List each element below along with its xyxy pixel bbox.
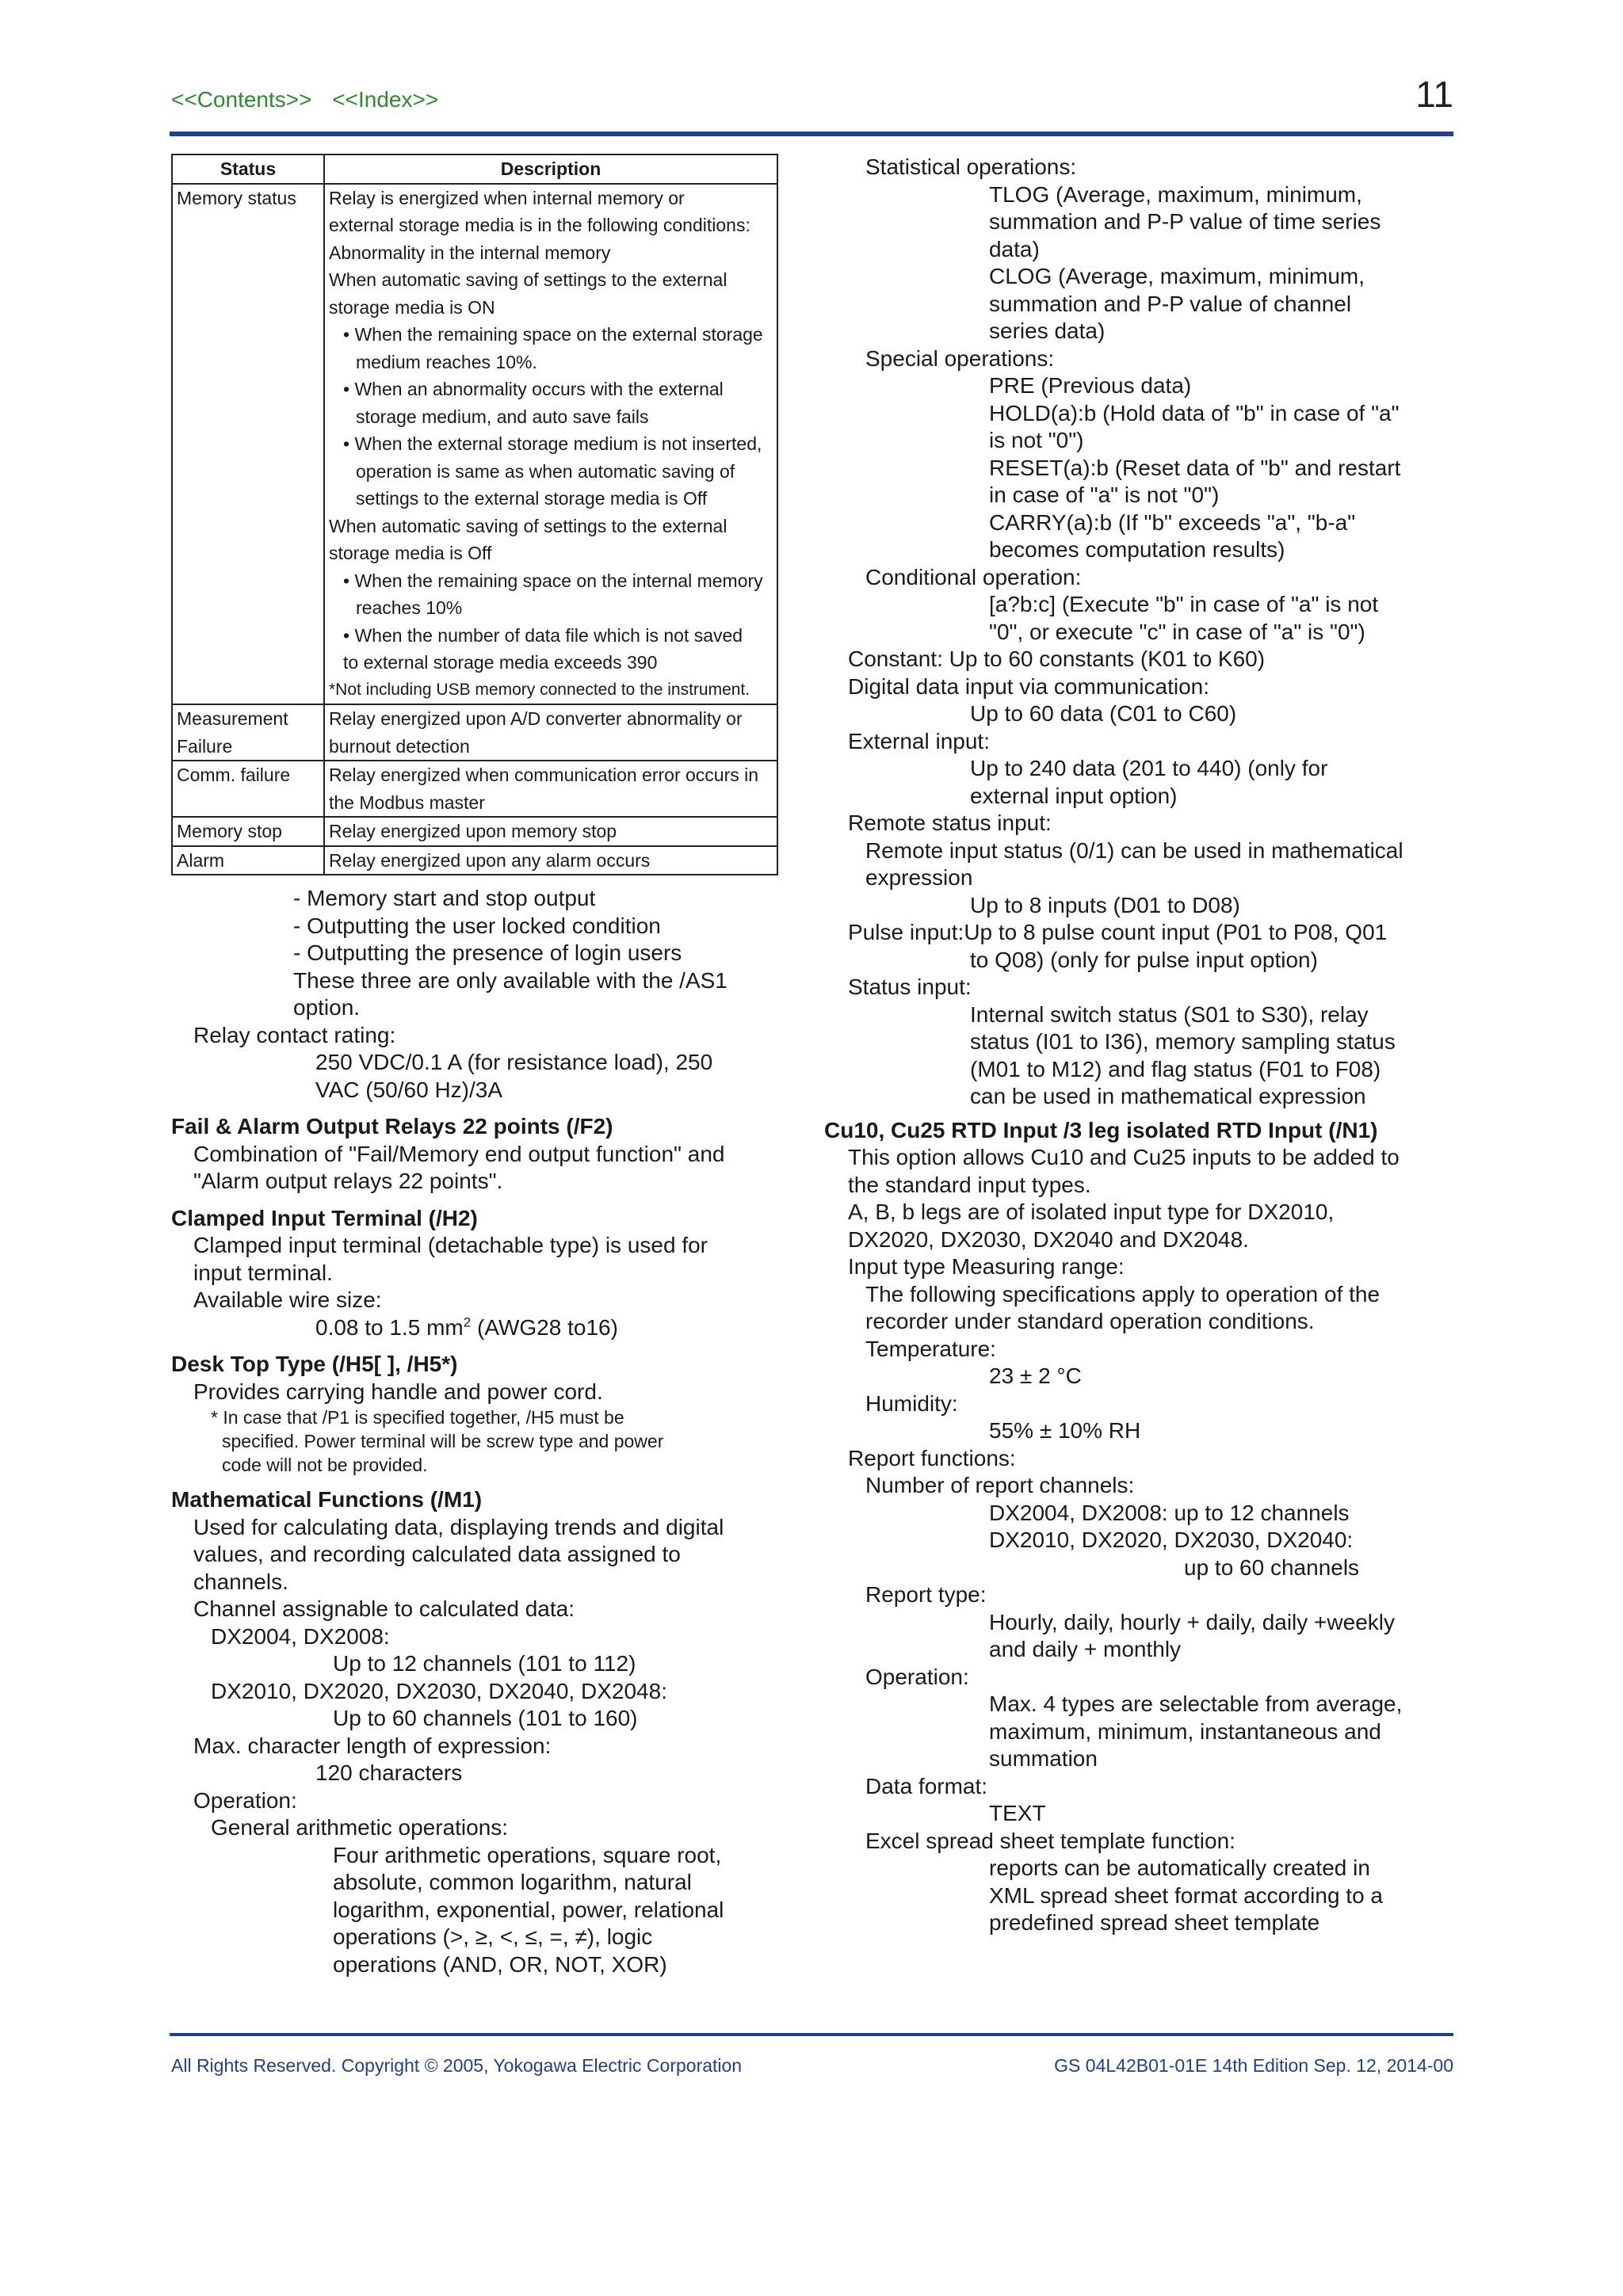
line-text: Available wire size: [193,1287,382,1312]
text-line [171,1569,781,1596]
line-text: is not "0") [989,428,1084,452]
text-line [848,1773,1458,1801]
line-text: DX2010, DX2020, DX2030, DX2040: [989,1527,1354,1552]
description-line: burnout detection [329,735,470,757]
text-line [848,1199,1458,1226]
text-line [848,1609,1458,1637]
section-heading [171,1113,781,1141]
line-text: - Outputting the user locked condition [293,913,661,938]
line-text: General arithmetic operations: [211,1815,509,1840]
description-line: operation is same as when automatic saving of [356,460,735,482]
text-line [848,1336,1458,1363]
text-line [848,1664,1458,1691]
description-line: external storage media is in the following conditions: [329,215,750,235]
line-text: 250 VDC/0.1 A (for resistance load), 250 [315,1050,713,1074]
line-text: Pulse input:Up to 8 pulse count input (P01 to P08, Q01 [848,920,1388,944]
line-text: Fail & Alarm Output Relays 22 points (/F2) [171,1114,613,1138]
line-text: Desk Top Type (/H5[ ], /H5*) [171,1352,458,1376]
line-text: Conditional operation: [865,564,1082,589]
text-line [848,1472,1458,1500]
text-line [848,755,1458,783]
line-text: Used for calculating data, displaying trends and digital [193,1514,724,1539]
description-cell [324,761,777,817]
description-line: Relay energized when communication error occurs in [329,765,759,785]
description-line: • When the remaining space on the external storage [343,324,763,345]
line-text: Provides carrying handle and power cord. [193,1379,603,1404]
text-line [171,1951,781,1979]
line-text: * In case that /P1 is specified together, /H5 must be [211,1407,624,1428]
status-table [171,154,778,875]
line-text: Up to 8 inputs (D01 to D08) [970,892,1240,917]
table-row [172,846,777,875]
line-text: [a?b:c] (Execute "b" in case of "a" is not [989,592,1379,616]
line-text: Data format: [865,1773,988,1798]
line-text: option. [293,995,361,1020]
line-text: external input option) [970,783,1178,808]
text-line [848,208,1458,236]
text-line [171,1287,781,1314]
line-text: Up to 60 data (C01 to C60) [970,701,1237,726]
text-line [848,1417,1458,1445]
description-line: When automatic saving of settings to the external [329,515,727,536]
text-line [171,1260,781,1287]
text-line [848,1718,1458,1746]
description-line: Abnormality in the internal memory [329,242,611,263]
description-line: • When the remaining space on the internal memory [343,570,763,591]
text-line [848,1281,1458,1309]
status-text: Measurement [177,708,288,729]
line-text: External input: [848,728,990,753]
description-line: *Not including USB memory connected to the instrument. [329,680,750,699]
line-text: Excel spread sheet template function: [865,1828,1235,1853]
line-text: XML spread sheet format according to a [989,1882,1383,1908]
line-text: expression [865,865,973,890]
line-text: Status input: [848,974,972,999]
description-cell [324,704,777,761]
text-line [848,1056,1458,1084]
text-line [848,810,1458,837]
line-text: Four arithmetic operations, square root, [333,1842,722,1867]
text-line [171,1760,781,1787]
text-line [171,1429,781,1453]
text-line [171,1787,781,1815]
table-row [172,704,777,761]
text-line [848,1172,1458,1199]
line-text: series data) [989,318,1106,343]
text-line [848,1828,1458,1855]
text-line [848,1253,1458,1281]
text-line [848,455,1458,482]
description-line: the Modbus master [329,791,485,813]
line-text: Relay contact rating: [193,1022,396,1047]
text-line [848,482,1458,509]
line-text: 120 characters [315,1760,463,1785]
line-text: specified. Power terminal will be screw type and power [222,1431,664,1451]
line-text: Statistical operations: [865,154,1077,179]
text-line [848,619,1458,646]
text-line [171,1733,781,1760]
line-text: Report type: [865,1582,987,1607]
text-line [848,564,1458,592]
text-line [171,1453,781,1477]
line-text: - Memory start and stop output [293,886,596,910]
line-text: Up to 240 data (201 to 440) (only for [970,756,1328,780]
status-cell [172,817,324,846]
text-line [171,1924,781,1951]
line-text: Special operations: [865,345,1055,371]
line-text: summation and P-P value of time series [989,209,1381,234]
text-line [848,1882,1458,1910]
line-text: Combination of "Fail/Memory end output function" and [193,1141,725,1166]
line-text: becomes computation results) [989,537,1285,562]
description-line: Relay energized upon memory stop [329,821,617,841]
line-text: "Alarm output relays 22 points". [193,1169,503,1193]
header-links [171,87,453,113]
text-line [171,1314,781,1342]
line-text: to Q08) (only for pulse input option) [970,947,1318,972]
line-text: absolute, common logarithm, natural [333,1870,692,1894]
line-text: Constant: Up to 60 constants (K01 to K60) [848,646,1266,671]
text-line [848,646,1458,673]
status-text: Alarm [177,849,225,871]
description-line: storage media is ON [329,296,495,318]
line-text: input terminal. [193,1260,333,1285]
text-line [848,919,1458,947]
line-text: RESET(a):b (Reset data of "b" and restart [989,455,1401,480]
footer-rule [170,2033,1453,2036]
text-line [848,345,1458,373]
text-line [848,837,1458,865]
line-text: VAC (50/60 Hz)/3A [315,1077,503,1102]
text-line [171,1596,781,1623]
text-line [848,1028,1458,1056]
text-line [848,1691,1458,1718]
section-heading [171,1351,781,1379]
text-line [848,536,1458,564]
text-line [171,1623,781,1651]
table-row [172,184,777,705]
line-text: maximum, minimum, instantaneous and [989,1718,1381,1744]
text-line [848,700,1458,728]
description-line: Relay is energized when internal memory or [329,187,685,208]
section-heading [171,1205,781,1233]
line-text: Up to 12 channels (101 to 112) [333,1651,636,1676]
line-text: DX2020, DX2030, DX2040 and DX2048. [848,1226,1249,1252]
text-line [171,1514,781,1542]
text-line [848,263,1458,291]
text-line [171,1077,781,1104]
line-text: operations (AND, OR, NOT, XOR) [333,1951,667,1977]
line-text: HOLD(a):b (Hold data of "b" in case of "a" [989,400,1400,425]
line-text-after: (AWG28 to16) [471,1314,618,1340]
table-row [172,817,777,846]
line-text: TEXT [989,1801,1046,1825]
text-line [171,994,781,1022]
text-line [848,1226,1458,1254]
line-text: Remote input status (0/1) can be used in mathematical [865,837,1403,863]
section-heading [824,1117,1458,1145]
index-link[interactable]: <<Index>> [332,87,439,112]
description-line: storage medium, and auto save fails [356,406,649,427]
line-text: summation and P-P value of channel [989,291,1352,316]
text-line [848,1909,1458,1937]
line-text: Channel assignable to calculated data: [193,1596,575,1621]
line-text: (M01 to M12) and flag status (F01 to F08) [970,1056,1381,1081]
text-line [848,509,1458,537]
text-line [171,913,781,940]
page-number: 11 [1415,74,1453,115]
text-line [171,1049,781,1077]
text-line [848,1083,1458,1111]
line-text: Digital data input via communication: [848,673,1210,699]
text-line [848,181,1458,209]
line-text: - Outputting the presence of login users [293,940,682,965]
line-text: Report functions: [848,1445,1016,1470]
text-line [171,1232,781,1260]
description-cell [324,184,777,705]
text-line [848,728,1458,756]
text-line [848,1500,1458,1527]
text-line [848,154,1458,181]
line-text: DX2004, DX2008: up to 12 channels [989,1500,1350,1525]
line-text: Mathematical Functions (/M1) [171,1487,483,1512]
text-line [848,1445,1458,1473]
line-text: "0", or execute "c" in case of "a" is "0") [989,619,1365,644]
line-text: and daily + monthly [989,1637,1182,1661]
text-line [848,974,1458,1001]
status-text: Memory stop [177,821,282,841]
line-text: DX2010, DX2020, DX2030, DX2040, DX2048: [211,1678,667,1703]
text-line [848,1636,1458,1664]
line-text: values, and recording calculated data assigned to [193,1542,681,1566]
line-text: Hourly, daily, hourly + daily, daily +weekly [989,1609,1395,1634]
line-text: Operation: [865,1664,969,1689]
line-text: logarithm, exponential, power, relational [333,1897,724,1922]
text-line [848,783,1458,810]
line-text: Cu10, Cu25 RTD Input /3 leg isolated RTD Input (/N1) [824,1117,1378,1142]
status-cell [172,704,324,761]
text-line [171,1022,781,1050]
line-text: summation [989,1746,1098,1771]
line-text: Max. 4 types are selectable from average, [989,1691,1403,1716]
text-line [171,1650,781,1678]
line-text: CLOG (Average, maximum, minimum, [989,264,1365,288]
description-cell [324,817,777,846]
text-line [171,967,781,995]
status-text: Comm. failure [177,765,291,785]
status-text: Memory status [177,187,296,208]
text-line [848,1800,1458,1828]
line-text: the standard input types. [848,1172,1091,1197]
table-header-row [172,154,777,184]
line-text: The following specifications apply to operation of the [865,1281,1381,1306]
line-text: TLOG (Average, maximum, minimum, [989,181,1362,207]
text-line [171,1405,781,1429]
left-column [171,154,781,1978]
line-text: operations (>, ≥, <, ≤, =, ≠), logic [333,1924,653,1949]
superscript: 2 [463,1314,472,1330]
description-line: Relay energized upon any alarm occurs [329,849,651,871]
text-line [171,1678,781,1706]
status-text: Failure [177,735,233,757]
description-line: • When an abnormality occurs with the external [343,379,724,399]
text-line [848,1527,1458,1554]
text-line [848,947,1458,974]
table-body [172,184,777,875]
table-header-status: Status [172,154,324,184]
line-text: Humidity: [865,1390,958,1416]
line-text: can be used in mathematical expression [970,1084,1366,1108]
line-text: reports can be automatically created in [989,1855,1370,1880]
description-line: reaches 10% [356,597,463,618]
line-text: 0.08 to 1.5 mm [315,1314,464,1340]
line-text: Operation: [193,1787,297,1813]
text-line [848,1554,1458,1582]
text-line [848,1001,1458,1029]
text-line [848,372,1458,400]
description-line: settings to the external storage media is Off [356,488,708,509]
line-text: Remote status input: [848,810,1052,835]
table-row [172,761,777,817]
header-rule [170,132,1453,136]
text-line [848,1745,1458,1773]
line-text: 23 ± 2 °C [989,1363,1082,1388]
right-text [824,154,1458,1937]
text-line [848,1581,1458,1609]
line-text: 55% ± 10% RH [989,1418,1141,1443]
line-text: DX2004, DX2008: [211,1623,390,1649]
text-line [848,1308,1458,1336]
text-line [171,1379,781,1406]
description-line: Relay energized upon A/D converter abnormality or [329,708,743,729]
text-line [171,1141,781,1169]
description-line: to external storage media exceeds 390 [343,652,658,673]
line-text: Temperature: [865,1336,996,1361]
text-line [171,1705,781,1733]
status-cell [172,846,324,875]
text-line [171,1869,781,1897]
line-text: Up to 60 channels (101 to 160) [333,1706,638,1730]
line-text: up to 60 channels [1184,1554,1360,1580]
line-text: Input type Measuring range: [848,1254,1125,1279]
text-line [171,1541,781,1569]
line-text: Number of report channels: [865,1473,1135,1497]
line-text: Clamped input terminal (detachable type) is used for [193,1233,708,1257]
status-cell [172,184,324,705]
text-line [848,1363,1458,1390]
contents-link[interactable]: <<Contents>> [171,87,312,112]
line-text: These three are only available with the /AS1 [293,967,727,993]
text-line [848,673,1458,701]
line-text: PRE (Previous data) [989,373,1192,398]
line-text: A, B, b legs are of isolated input type for DX2010, [848,1199,1335,1224]
text-line [171,885,781,913]
text-line [848,892,1458,920]
description-cell [324,846,777,875]
text-line [171,940,781,967]
text-line [848,318,1458,345]
text-line [848,1390,1458,1418]
line-text: recorder under standard operation conditions. [865,1309,1315,1333]
text-line [171,1814,781,1842]
description-line: When automatic saving of settings to the external [329,269,727,290]
description-line: medium reaches 10%. [356,351,537,372]
text-line [848,236,1458,264]
text-line [171,1168,781,1196]
text-line [848,427,1458,455]
line-text: status (I01 to I36), memory sampling status [970,1029,1396,1054]
text-line [848,591,1458,619]
text-line [848,400,1458,428]
line-text: in case of "a" is not "0") [989,482,1220,507]
line-text: Clamped Input Terminal (/H2) [171,1205,478,1230]
status-cell [172,761,324,817]
description-line: storage media is Off [329,543,492,563]
section-heading [171,1486,781,1514]
line-text: predefined spread sheet template [989,1910,1320,1935]
footer-copyright: All Rights Reserved. Copyright © 2005, Yokogawa Electric Corporation [171,2055,743,2076]
right-column [824,154,1458,1937]
line-text: This option allows Cu10 and Cu25 inputs to be added to [848,1145,1400,1169]
table-header-description: Description [324,154,777,184]
line-text: code will not be provided. [222,1455,428,1475]
line-text: channels. [193,1569,288,1594]
description-line: • When the number of data file which is not saved [343,624,743,646]
text-line [848,1144,1458,1172]
text-line [848,864,1458,892]
left-text [171,885,781,1978]
description-line: • When the external storage medium is not inserted, [343,433,762,454]
line-text: Max. character length of expression: [193,1733,552,1758]
line-text: Internal switch status (S01 to S30), relay [970,1001,1369,1027]
text-line [171,1842,781,1870]
footer-doc-id: GS 04L42B01-01E 14th Edition Sep. 12, 2014-00 [1054,2055,1453,2076]
text-line [171,1897,781,1924]
line-text: CARRY(a):b (If "b" exceeds "a", "b-a" [989,509,1356,535]
line-text: data) [989,236,1040,261]
text-line [848,1855,1458,1882]
text-line [848,291,1458,318]
